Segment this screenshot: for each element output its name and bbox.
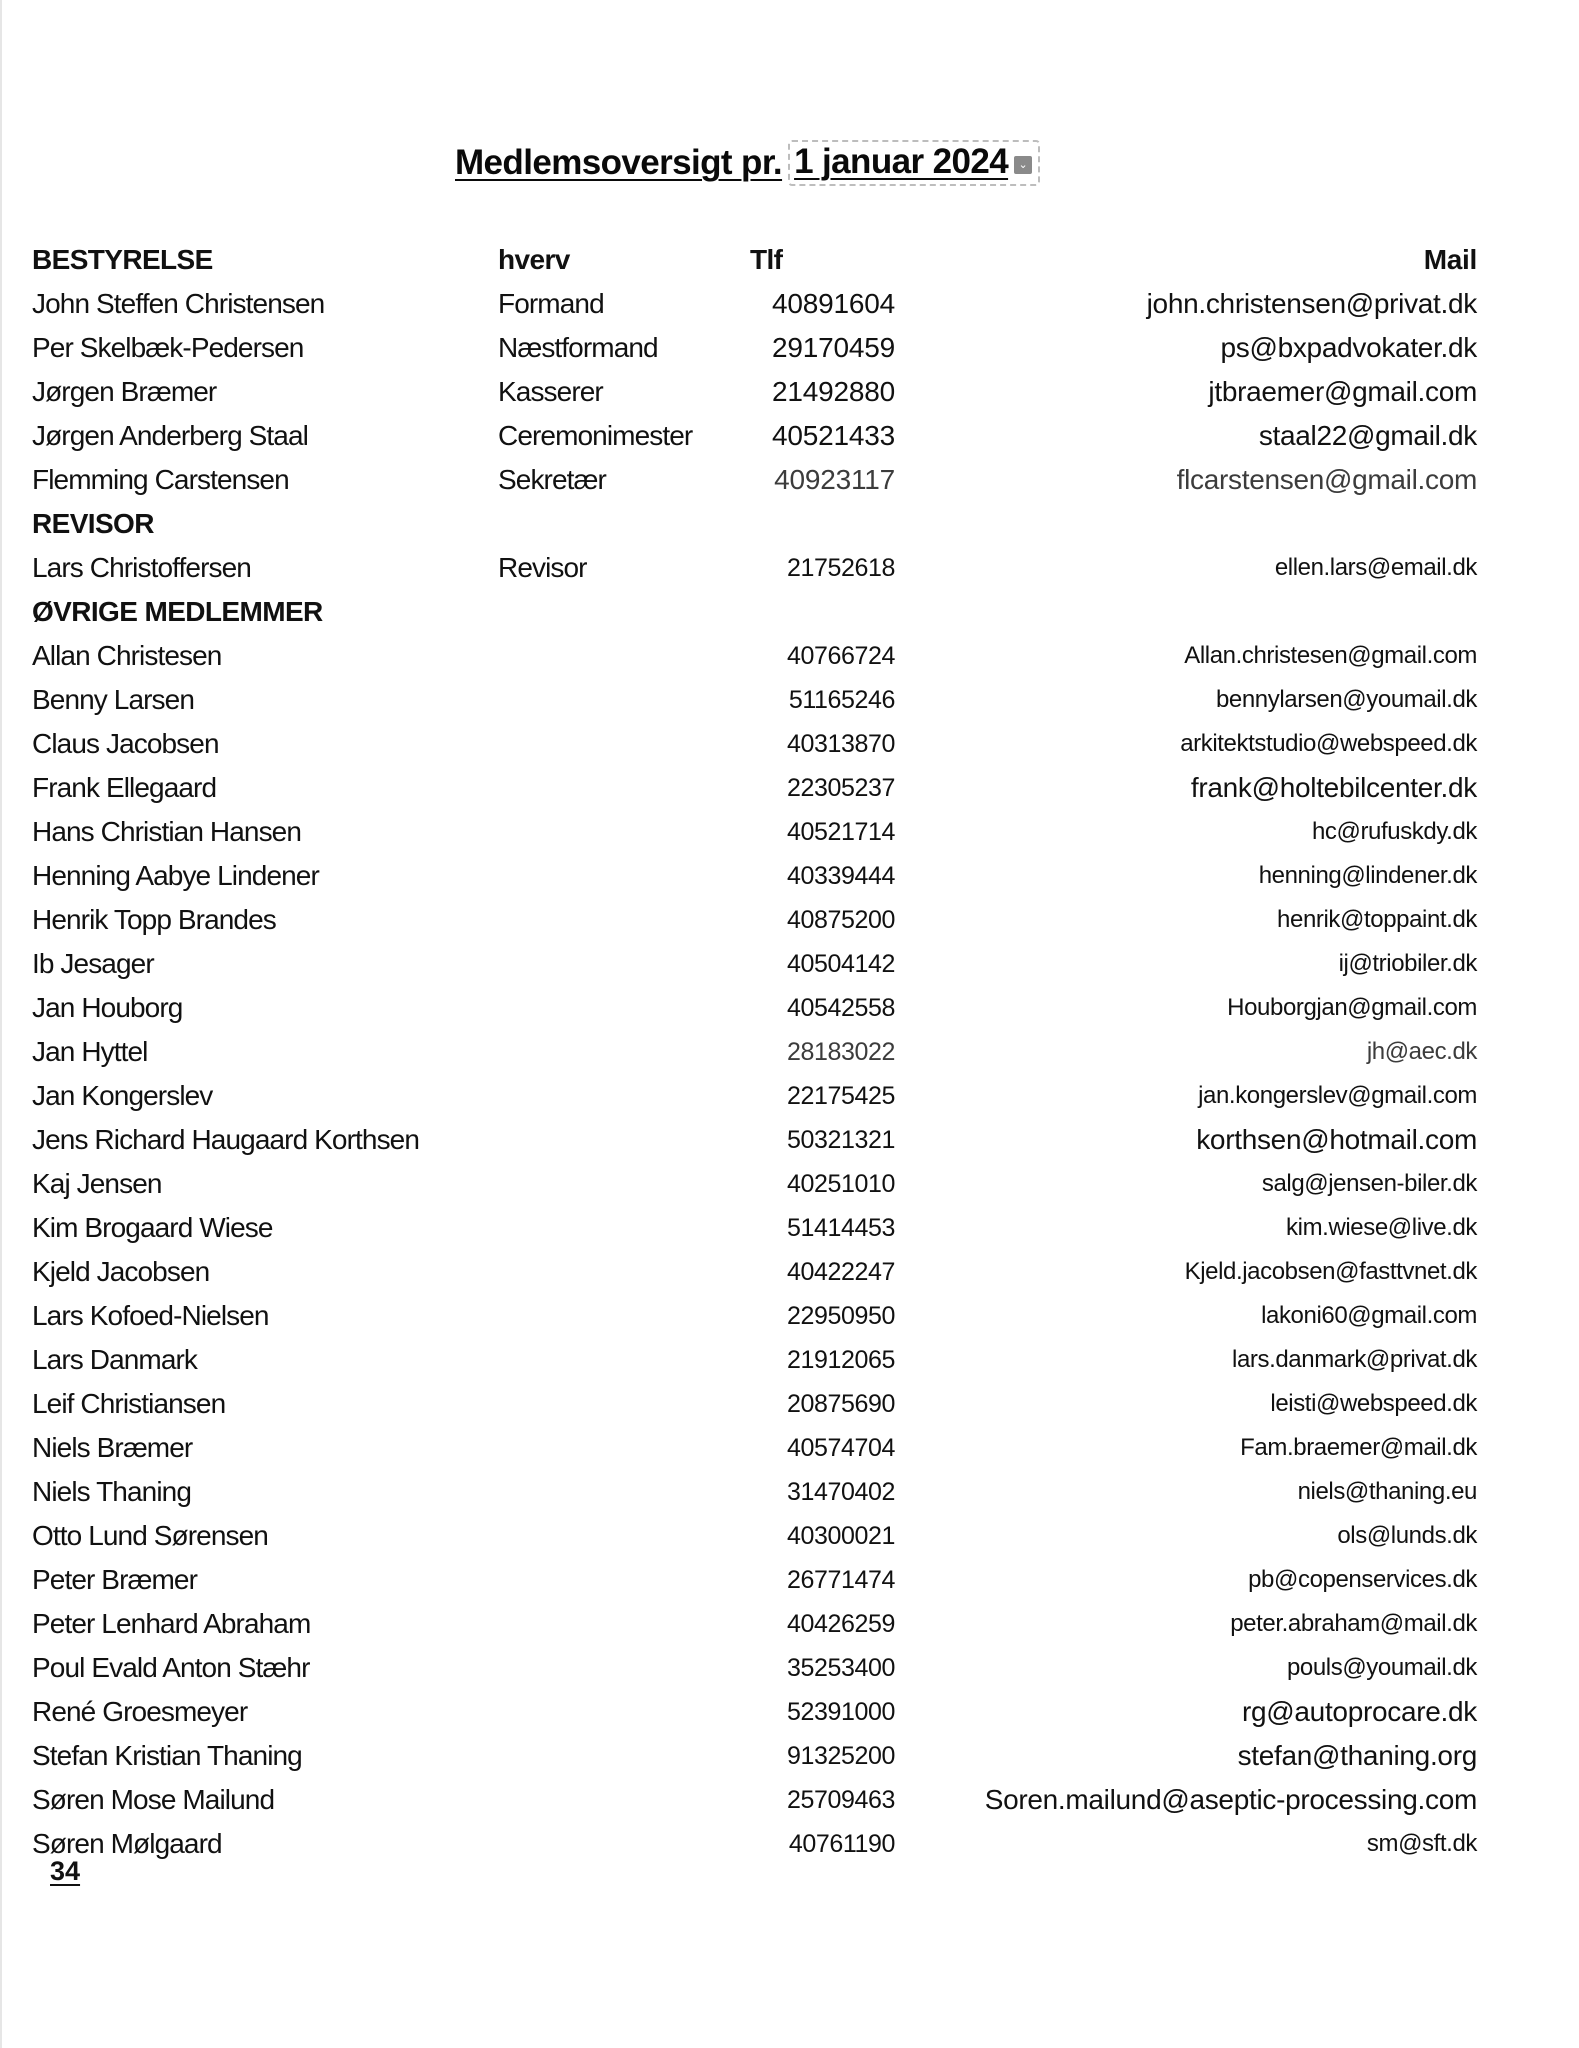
member-phone: 25709463 — [786, 1786, 895, 1814]
member-name: Leif Christiansen — [32, 1388, 226, 1419]
member-name: Niels Thaning — [32, 1476, 191, 1507]
member-name: Jens Richard Haugaard Korthsen — [32, 1124, 420, 1155]
member-email-link[interactable]: hc@rufuskdy.dk — [1311, 818, 1477, 845]
member-email-link[interactable]: Soren.mailund@aseptic-processing.com — [984, 1784, 1477, 1815]
member-row — [2, 1074, 1579, 1118]
member-phone: 40521433 — [772, 420, 895, 451]
member-role: Næstformand — [498, 332, 658, 363]
member-name: Claus Jacobsen — [32, 728, 219, 759]
member-email-link[interactable]: henrik@toppaint.dk — [1277, 906, 1477, 933]
member-email-link[interactable]: ellen.lars@email.dk — [1274, 554, 1477, 581]
member-phone: 22305237 — [786, 774, 895, 802]
section-heading-board: BESTYRELSE — [32, 244, 213, 275]
member-phone: 50321321 — [786, 1126, 895, 1154]
board-member-row — [2, 370, 1579, 414]
member-row — [2, 1294, 1579, 1338]
member-name: René Groesmeyer — [32, 1696, 248, 1727]
member-phone: 21492880 — [772, 376, 895, 407]
page-number: 34 — [50, 1856, 81, 1886]
member-name: Lars Kofoed-Nielsen — [32, 1300, 269, 1331]
member-phone: 40923117 — [774, 464, 895, 495]
member-name: Jørgen Anderberg Staal — [32, 420, 308, 451]
member-email-link[interactable]: stefan@thaning.org — [1237, 1740, 1477, 1771]
member-role: Revisor — [498, 552, 587, 583]
board-member-row — [2, 282, 1579, 326]
member-email-link[interactable]: lars.danmark@privat.dk — [1232, 1346, 1477, 1373]
member-name: Jan Hyttel — [32, 1036, 148, 1067]
member-row — [2, 1778, 1579, 1822]
page-title — [455, 140, 1040, 190]
member-email-link[interactable]: bennylarsen@youmail.dk — [1215, 686, 1477, 713]
board-member-row — [2, 414, 1579, 458]
member-row — [2, 1558, 1579, 1602]
member-row — [2, 1030, 1579, 1074]
member-row — [2, 898, 1579, 942]
member-phone: 40251010 — [786, 1170, 895, 1198]
member-row — [2, 1690, 1579, 1734]
member-email-link[interactable]: pouls@youmail.dk — [1286, 1654, 1477, 1681]
member-role: Sekretær — [498, 464, 606, 495]
member-name: Henrik Topp Brandes — [32, 904, 276, 935]
member-row — [2, 1338, 1579, 1382]
member-phone: 22950950 — [786, 1302, 895, 1330]
member-role: Formand — [498, 288, 604, 319]
member-row — [2, 986, 1579, 1030]
member-phone: 51165246 — [788, 686, 895, 714]
member-email-link[interactable]: frank@holtebilcenter.dk — [1190, 772, 1477, 803]
member-email-link[interactable]: sm@sft.dk — [1366, 1830, 1477, 1857]
member-name: Søren Mose Mailund — [32, 1784, 275, 1815]
member-phone: 51414453 — [786, 1214, 895, 1242]
member-name: Jan Kongerslev — [32, 1080, 213, 1111]
member-phone: 21752618 — [786, 554, 895, 582]
section-heading-revisor: REVISOR — [32, 508, 154, 539]
member-email-link[interactable]: peter.abraham@mail.dk — [1230, 1610, 1477, 1637]
member-name: Ib Jesager — [32, 948, 154, 979]
member-row — [2, 1206, 1579, 1250]
member-row — [2, 766, 1579, 810]
member-phone: 91325200 — [786, 1742, 895, 1770]
member-role: Kasserer — [498, 376, 603, 407]
member-row — [2, 810, 1579, 854]
member-name: Kim Brogaard Wiese — [32, 1212, 273, 1243]
board-member-row — [2, 458, 1579, 502]
member-email-link[interactable]: flcarstensen@gmail.com — [1176, 464, 1477, 495]
member-phone: 40313870 — [786, 730, 895, 758]
member-phone: 40426259 — [786, 1610, 895, 1638]
member-email-link[interactable]: Kjeld.jacobsen@fasttvnet.dk — [1184, 1258, 1477, 1285]
board-member-row — [2, 326, 1579, 370]
member-name: Jørgen Bræmer — [32, 376, 217, 407]
member-phone: 40891604 — [772, 288, 895, 319]
member-email-link[interactable]: ols@lunds.dk — [1337, 1522, 1477, 1549]
member-email-link[interactable]: rg@autoprocare.dk — [1241, 1696, 1477, 1727]
member-name: Lars Danmark — [32, 1344, 198, 1375]
member-phone: 40504142 — [786, 950, 895, 978]
section-heading-row — [2, 590, 1579, 634]
member-row — [2, 678, 1579, 722]
member-row — [2, 1118, 1579, 1162]
member-email-link[interactable]: ij@triobiler.dk — [1338, 950, 1477, 977]
member-email-link[interactable]: Fam.braemer@mail.dk — [1240, 1434, 1477, 1461]
member-email-link[interactable]: staal22@gmail.dk — [1258, 420, 1477, 451]
member-phone: 40521714 — [786, 818, 895, 846]
member-phone: 40339444 — [786, 862, 895, 890]
member-email-link[interactable]: pb@copenservices.dk — [1248, 1566, 1477, 1593]
member-email-link[interactable]: kim.wiese@live.dk — [1286, 1214, 1477, 1241]
member-name: Søren Mølgaard — [32, 1828, 222, 1859]
member-name: Peter Bræmer — [32, 1564, 198, 1595]
member-row — [2, 942, 1579, 986]
member-email-link[interactable]: jtbraemer@gmail.com — [1208, 376, 1477, 407]
column-header-role: hverv — [498, 244, 570, 275]
member-phone: 31470402 — [786, 1478, 895, 1506]
member-row — [2, 1734, 1579, 1778]
member-name: Stefan Kristian Thaning — [32, 1740, 302, 1771]
member-name: Frank Ellegaard — [32, 772, 217, 803]
column-header-mail: Mail — [1423, 244, 1477, 275]
member-name: Jan Houborg — [32, 992, 183, 1023]
section-heading-members: ØVRIGE MEDLEMMER — [32, 596, 323, 627]
member-phone: 26771474 — [786, 1566, 895, 1594]
member-phone: 40300021 — [786, 1522, 895, 1550]
member-row — [2, 1382, 1579, 1426]
member-email-link[interactable]: Houborgjan@gmail.com — [1227, 994, 1477, 1021]
member-email-link[interactable]: jh@aec.dk — [1366, 1038, 1477, 1065]
member-email-link[interactable]: salg@jensen-biler.dk — [1261, 1170, 1477, 1197]
member-name: Kaj Jensen — [32, 1168, 162, 1199]
member-email-link[interactable]: arkitektstudio@webspeed.dk — [1180, 730, 1477, 757]
revisor-row — [2, 546, 1579, 590]
member-email-link[interactable]: lakoni60@gmail.com — [1261, 1302, 1477, 1329]
member-email-link[interactable]: leisti@webspeed.dk — [1270, 1390, 1477, 1417]
member-phone: 28183022 — [786, 1038, 895, 1066]
member-row — [2, 1514, 1579, 1558]
member-phone: 20875690 — [786, 1390, 895, 1418]
member-name: Kjeld Jacobsen — [32, 1256, 210, 1287]
member-row — [2, 854, 1579, 898]
member-email-link[interactable]: john.christensen@privat.dk — [1146, 288, 1477, 319]
member-role: Ceremonimester — [498, 420, 693, 451]
member-name: Flemming Carstensen — [32, 464, 289, 495]
member-phone: 40542558 — [786, 994, 895, 1022]
member-row — [2, 1602, 1579, 1646]
member-phone: 52391000 — [786, 1698, 895, 1726]
member-phone: 22175425 — [786, 1082, 895, 1110]
member-row — [2, 1162, 1579, 1206]
member-phone: 40422247 — [786, 1258, 895, 1286]
member-email-link[interactable]: jan.kongerslev@gmail.com — [1198, 1082, 1477, 1109]
member-phone: 21912065 — [786, 1346, 895, 1374]
member-email-link[interactable]: henning@lindener.dk — [1258, 862, 1477, 889]
member-row — [2, 1426, 1579, 1470]
member-row — [2, 1822, 1579, 1866]
member-row — [2, 1470, 1579, 1514]
member-name: Lars Christoffersen — [32, 552, 251, 583]
column-header-row — [2, 238, 1579, 282]
section-heading-row — [2, 502, 1579, 546]
member-name: Niels Bræmer — [32, 1432, 193, 1463]
member-phone: 29170459 — [772, 332, 895, 363]
column-header-phone: Tlf — [750, 244, 783, 275]
member-name: John Steffen Christensen — [32, 288, 325, 319]
member-row — [2, 634, 1579, 678]
member-name: Allan Christesen — [32, 640, 222, 671]
member-email-link[interactable]: niels@thaning.eu — [1297, 1478, 1477, 1505]
title-prefix: Medlemsoversigt pr. — [455, 143, 783, 182]
member-name: Per Skelbæk-Pedersen — [32, 332, 304, 363]
chevron-down-icon[interactable]: ⌄ — [1014, 156, 1032, 174]
member-name: Benny Larsen — [32, 684, 194, 715]
member-name: Otto Lund Sørensen — [32, 1520, 268, 1551]
title-date: 1 januar 2024 — [794, 142, 1009, 181]
member-name: Peter Lenhard Abraham — [32, 1608, 311, 1639]
member-phone: 35253400 — [786, 1654, 895, 1682]
member-name: Hans Christian Hansen — [32, 816, 302, 847]
member-row — [2, 1250, 1579, 1294]
member-phone: 40761190 — [788, 1830, 895, 1858]
member-phone: 40875200 — [786, 906, 895, 934]
member-name: Poul Evald Anton Stæhr — [32, 1652, 310, 1683]
member-email-link[interactable]: ps@bxpadvokater.dk — [1220, 332, 1477, 363]
member-name: Henning Aabye Lindener — [32, 860, 319, 891]
member-phone: 40766724 — [786, 642, 895, 670]
member-email-link[interactable]: korthsen@hotmail.com — [1196, 1124, 1477, 1155]
member-phone: 40574704 — [786, 1434, 895, 1462]
date-field[interactable] — [788, 140, 1040, 186]
member-row — [2, 1646, 1579, 1690]
member-row — [2, 722, 1579, 766]
member-email-link[interactable]: Allan.christesen@gmail.com — [1184, 642, 1477, 669]
